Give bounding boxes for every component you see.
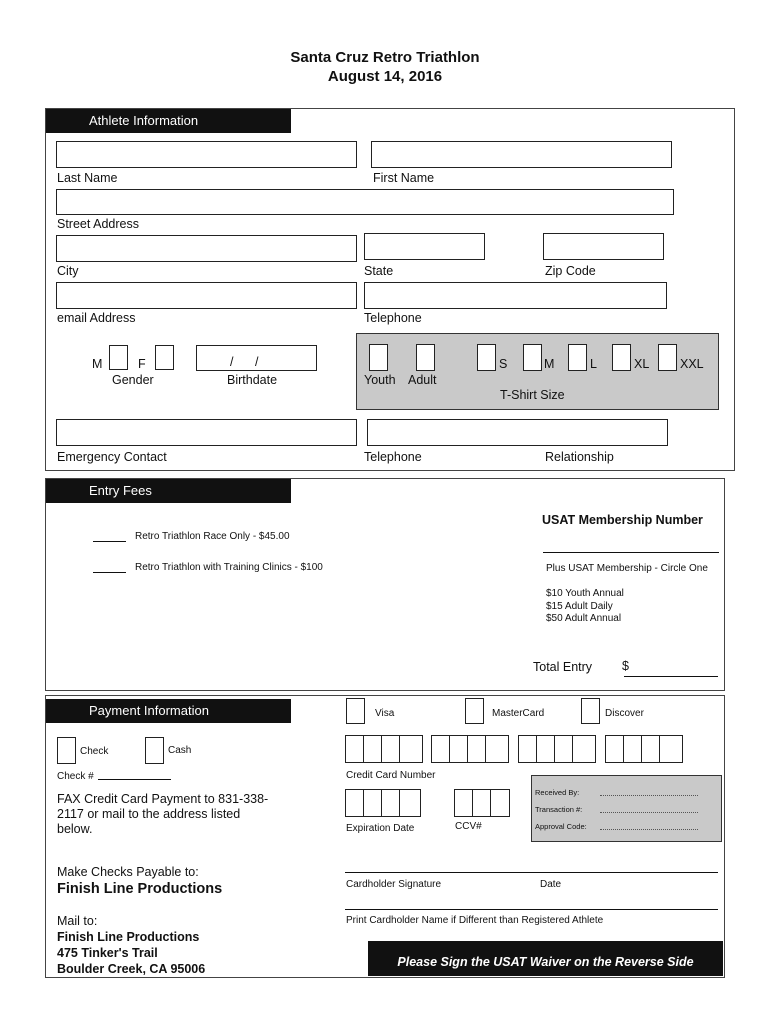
cardholder-name-line[interactable] xyxy=(345,909,718,910)
race-only-label: Retro Triathlon Race Only - $45.00 xyxy=(135,531,290,542)
tshirt-s-checkbox[interactable] xyxy=(477,344,496,371)
telephone-label: Telephone xyxy=(364,311,422,325)
total-entry-line[interactable] xyxy=(624,676,718,677)
received-by-label: Received By: xyxy=(535,788,580,797)
total-dollar-sign: $ xyxy=(622,659,629,673)
email-label: email Address xyxy=(57,311,136,325)
tshirt-xl-checkbox[interactable] xyxy=(612,344,631,371)
tshirt-l-label: L xyxy=(590,357,597,371)
mail-street: 475 Tinker's Trail xyxy=(57,946,158,960)
birthdate-slashes: / / xyxy=(230,355,259,369)
mail-company: Finish Line Productions xyxy=(57,930,200,944)
tshirt-l-checkbox[interactable] xyxy=(568,344,587,371)
state-label: State xyxy=(364,264,394,278)
tshirt-youth-label: Youth xyxy=(364,373,396,387)
transaction-label: Transaction #: xyxy=(535,805,583,814)
email-field[interactable] xyxy=(56,282,357,309)
tshirt-m-label: M xyxy=(544,357,555,371)
transaction-line xyxy=(600,812,698,813)
cash-label: Cash xyxy=(168,745,192,756)
first-name-field[interactable] xyxy=(371,141,672,168)
cc-group-2[interactable] xyxy=(431,735,509,763)
gender-m-checkbox[interactable] xyxy=(109,345,128,370)
payable-to-label: Make Checks Payable to: xyxy=(57,865,199,879)
signature-date-label: Date xyxy=(540,879,562,890)
tshirt-xxl-checkbox[interactable] xyxy=(658,344,677,371)
usat-title: USAT Membership Number xyxy=(542,513,703,527)
race-only-blank[interactable] xyxy=(93,541,126,542)
gender-m-label: M xyxy=(92,357,103,371)
last-name-field[interactable] xyxy=(56,141,357,168)
cardholder-signature-line[interactable] xyxy=(345,872,718,873)
with-clinics-label: Retro Triathlon with Training Clinics - $100 xyxy=(135,562,323,573)
cc-number-label: Credit Card Number xyxy=(346,770,436,781)
relationship-label: Relationship xyxy=(545,450,614,464)
tshirt-xl-label: XL xyxy=(634,357,650,371)
emergency-contact-label: Emergency Contact xyxy=(57,450,167,464)
usat-option-youth[interactable]: $10 Youth Annual xyxy=(546,588,624,599)
first-name-label: First Name xyxy=(373,171,435,185)
check-number-label: Check # xyxy=(57,771,94,782)
emergency-telephone-label: Telephone xyxy=(364,450,422,464)
tshirt-m-checkbox[interactable] xyxy=(523,344,542,371)
check-label: Check xyxy=(80,746,109,757)
gender-label: Gender xyxy=(112,373,154,387)
telephone-field[interactable] xyxy=(364,282,667,309)
zip-field[interactable] xyxy=(543,233,664,260)
usat-number-line[interactable] xyxy=(543,552,719,553)
payable-company: Finish Line Productions xyxy=(57,881,223,897)
mail-city: Boulder Creek, CA 95006 xyxy=(57,962,206,976)
total-entry-label: Total Entry xyxy=(533,660,593,674)
city-field[interactable] xyxy=(56,235,357,262)
cc-group-4[interactable] xyxy=(605,735,683,763)
usat-option-adult-annual[interactable]: $50 Adult Annual xyxy=(546,613,622,624)
print-name-label: Print Cardholder Name if Different than Registered Athlete xyxy=(346,915,604,926)
tshirt-size-label: T-Shirt Size xyxy=(500,388,565,402)
tshirt-xxl-label: XXL xyxy=(680,357,704,371)
birthdate-label: Birthdate xyxy=(227,373,278,387)
fees-section-title: Entry Fees xyxy=(46,479,291,503)
received-by-line xyxy=(600,795,698,796)
athlete-section-title: Athlete Information xyxy=(46,109,291,133)
discover-checkbox[interactable] xyxy=(581,698,600,724)
visa-label: Visa xyxy=(375,708,395,719)
state-field[interactable] xyxy=(364,233,485,260)
approval-line xyxy=(600,829,698,830)
event-date: August 14, 2016 xyxy=(327,68,443,85)
emergency-contact-field[interactable] xyxy=(56,419,357,446)
with-clinics-blank[interactable] xyxy=(93,572,126,573)
last-name-label: Last Name xyxy=(57,171,118,185)
waiver-banner: Please Sign the USAT Waiver on the Reverse Side xyxy=(368,941,723,976)
ccv-boxes[interactable] xyxy=(454,789,510,817)
fax-instructions: FAX Credit Card Payment to 831-338-2117 or mail to the address listed below. xyxy=(57,792,269,836)
tshirt-youth-checkbox[interactable] xyxy=(369,344,388,371)
street-address-label: Street Address xyxy=(57,217,139,231)
cc-group-1[interactable] xyxy=(345,735,423,763)
tshirt-adult-checkbox[interactable] xyxy=(416,344,435,371)
usat-option-adult-daily[interactable]: $15 Adult Daily xyxy=(546,601,613,612)
cardholder-signature-label: Cardholder Signature xyxy=(346,879,442,890)
city-label: City xyxy=(57,264,79,278)
check-checkbox[interactable] xyxy=(57,737,76,764)
check-number-line[interactable] xyxy=(98,779,171,780)
mastercard-label: MasterCard xyxy=(492,708,545,719)
discover-label: Discover xyxy=(605,708,644,719)
visa-checkbox[interactable] xyxy=(346,698,365,724)
expiration-boxes[interactable] xyxy=(345,789,421,817)
gender-f-checkbox[interactable] xyxy=(155,345,174,370)
emergency-telephone-field[interactable] xyxy=(367,419,668,446)
gender-f-label: F xyxy=(138,357,146,371)
cc-group-3[interactable] xyxy=(518,735,596,763)
payment-section-title: Payment Information xyxy=(46,699,291,723)
mail-to-label: Mail to: xyxy=(57,914,98,928)
event-title: Santa Cruz Retro Triathlon xyxy=(290,49,480,66)
expiration-label: Expiration Date xyxy=(346,823,415,834)
mastercard-checkbox[interactable] xyxy=(465,698,484,724)
street-address-field[interactable] xyxy=(56,189,674,215)
approval-label: Approval Code: xyxy=(535,822,587,831)
ccv-label: CCV# xyxy=(455,821,482,832)
zip-label: Zip Code xyxy=(545,264,596,278)
tshirt-s-label: S xyxy=(499,357,508,371)
cash-checkbox[interactable] xyxy=(145,737,164,764)
tshirt-adult-label: Adult xyxy=(408,373,437,387)
plus-usat-label: Plus USAT Membership - Circle One xyxy=(546,563,708,574)
